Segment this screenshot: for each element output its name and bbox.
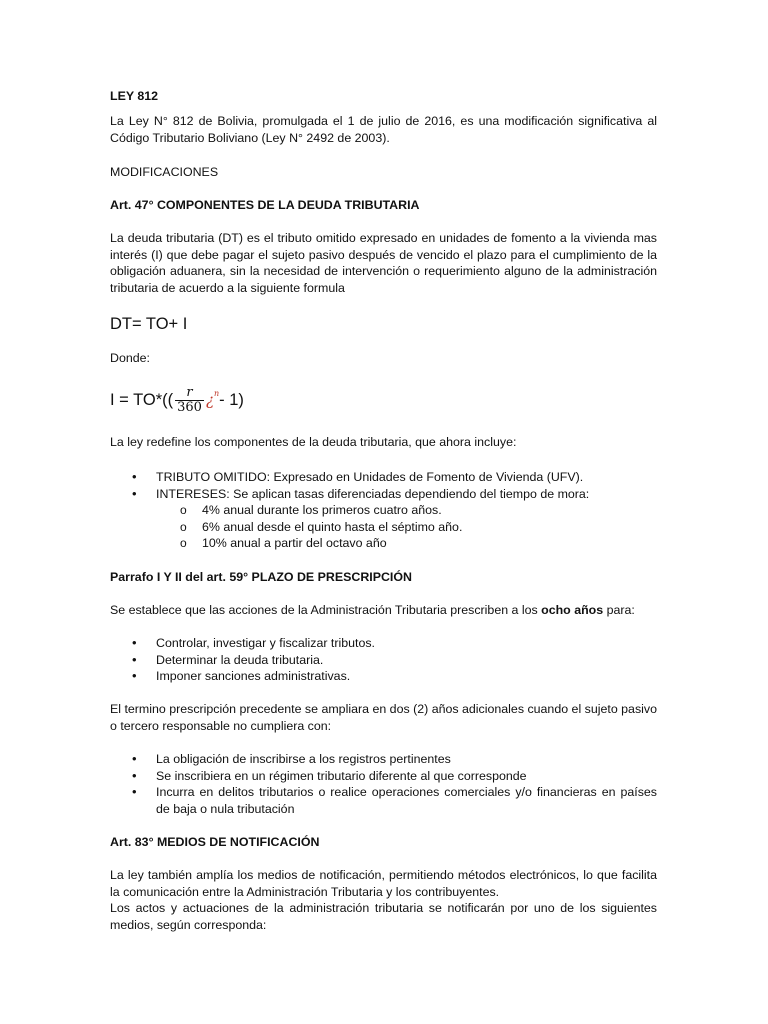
formula-symbol: ¿ [205, 391, 214, 409]
art59-heading: Parrafo I Y II del art. 59° PLAZO DE PRESCRIPCIÓN [110, 570, 412, 584]
art59-bullet-list [110, 635, 657, 685]
document-title: LEY 812 [110, 89, 158, 103]
list-item: • Incurra en delitos tributarios o realice operaciones comerciales y/o financieras en países de baja o nula tributación [110, 784, 657, 817]
list-item: • Determinar la deuda tributaria. [110, 652, 657, 669]
modificaciones-label: MODIFICACIONES [110, 165, 219, 179]
art47-heading: Art. 47° COMPONENTES DE LA DEUDA TRIBUTARIA [110, 198, 420, 212]
redefine-paragraph: La ley redefine los componentes de la deuda tributaria, que ahora incluye: [110, 435, 517, 449]
art59-sentence [110, 602, 657, 619]
list-item: o 4% anual durante los primeros cuatro años. [110, 502, 657, 519]
list-item: • La obligación de inscribirse a los registros pertinentes [110, 751, 657, 768]
list-item: • Imponer sanciones administrativas. [110, 668, 657, 685]
sentence-text: Se establece que las acciones de la Administración Tributaria prescriben a los [110, 603, 542, 617]
formula-exponent: n [214, 389, 220, 398]
formula-dt: DT= TO+ I [110, 315, 188, 333]
art83-paragraph-1: La ley también amplía los medios de notificación, permitiendo métodos electrónicos, lo que facilita la comunicación entre la Administración Tributaria y los contribuyentes. [110, 868, 657, 899]
art83-heading: Art. 83° MEDIOS DE NOTIFICACIÓN [110, 835, 320, 849]
art47-bullet-list [110, 469, 657, 502]
formula-prefix: I = TO*(( [110, 391, 174, 409]
formula-fraction [175, 386, 204, 415]
formula-suffix: - 1) [219, 391, 244, 409]
fraction-numerator: r [186, 385, 193, 401]
list-item: o 10% anual a partir del octavo año [110, 535, 657, 552]
interest-rate-list [110, 502, 657, 552]
list-item: • TRIBUTO OMITIDO: Expresado en Unidades de Fomento de Vivienda (UFV). [110, 469, 657, 486]
sentence-text-end: para: [603, 603, 635, 617]
list-item: • INTERESES: Se aplican tasas diferenciadas dependiendo del tiempo de mora: [110, 486, 657, 503]
sentence-emphasis: ocho años [541, 603, 604, 617]
art59-conditions-list [110, 751, 657, 817]
intro-paragraph: La Ley N° 812 de Bolivia, promulgada el 1 de julio de 2016, es una modificación significativa al Código Tributario Boliviano (Ley N° 2492 de 2003). [110, 114, 657, 145]
list-item: • Controlar, investigar y fiscalizar tributos. [110, 635, 657, 652]
list-item: o 6% anual desde el quinto hasta el séptimo año. [110, 519, 657, 536]
donde-label: Donde: [110, 351, 150, 365]
fraction-denominator: 360 [177, 400, 202, 416]
formula-interest [110, 384, 657, 415]
art59-paragraph: El termino prescripción precedente se ampliara en dos (2) años adicionales cuando el sujeto pasivo o tercero responsable no cumpliera con: [110, 702, 657, 733]
list-item: • Se inscribiera en un régimen tributario diferente al que corresponde [110, 768, 657, 785]
art47-paragraph: La deuda tributaria (DT) es el tributo omitido expresado en unidades de fomento a la vivienda mas interés (I) que debe pagar el sujeto pasivo después de vencido el plazo para el cumplimiento de la obligación aduanera, sin la necesidad de intervención o requerimiento alguno de la administración tributaria de acuerdo a la siguiente formula [110, 231, 657, 295]
art83-paragraph-2: Los actos y actuaciones de la administración tributaria se notificarán por uno de los siguientes medios, según corresponda: [110, 901, 657, 932]
